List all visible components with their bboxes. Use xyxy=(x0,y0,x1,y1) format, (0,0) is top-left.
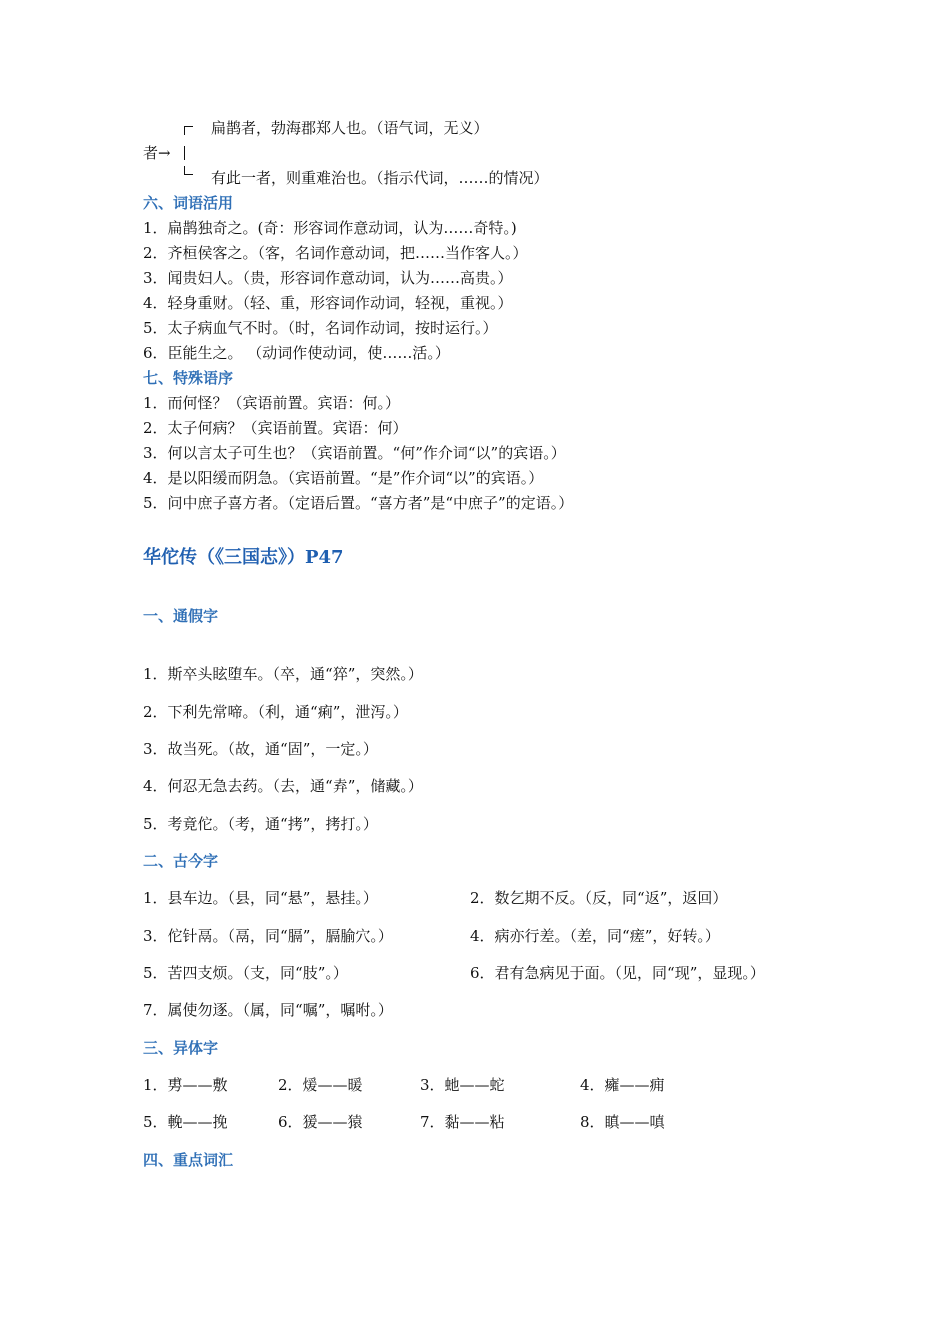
section-heading-1: 一、通假字 xyxy=(143,607,219,625)
list-item: 4．病亦行差。（差，同“瘥”，好转。） xyxy=(470,927,720,945)
list-item: 3．故当死。（故，通“固”，一定。） xyxy=(143,740,378,758)
zhe-usage-1: 扁鹊者，勃海郡郑人也。（语气词，无义） xyxy=(211,119,489,137)
bracket-top xyxy=(184,126,193,135)
list-item: 5．太子病血气不时。（时，名词作动词，按时运行。） xyxy=(143,319,498,337)
list-item: 6．君有急病见于面。（见，同“现”，显现。） xyxy=(470,964,765,982)
section-heading-7: 七、特殊语序 xyxy=(143,369,234,387)
list-item: 2．下利先常啼。（利，通“痢”，泄泻。） xyxy=(143,703,408,721)
list-item: 1．扁鹊独奇之。(奇：形容词作意动词，认为……奇特。) xyxy=(143,219,517,237)
list-item: 2．数乞期不反。（反，同“返”，返回） xyxy=(470,889,728,907)
bracket-middle xyxy=(184,146,185,160)
list-item: 4．癕——痈 xyxy=(580,1076,665,1094)
list-item: 4．轻身重财。（轻、重，形容词作动词，轻视，重视。） xyxy=(143,294,513,312)
section-heading-6: 六、词语活用 xyxy=(143,194,234,212)
list-item: 3．闻贵妇人。（贵，形容词作意动词，认为……高贵。） xyxy=(143,269,513,287)
list-item: 6．猨——猿 xyxy=(278,1113,363,1131)
list-item: 1．斯卒头眩堕车。（卒，通“猝”，突然。） xyxy=(143,665,423,683)
list-item: 5．苦四支烦。（支，同“肢”。） xyxy=(143,964,348,982)
list-item: 2．齐桓侯客之。（客，名词作意动词，把……当作客人。） xyxy=(143,244,528,262)
section-heading-3: 三、异体字 xyxy=(143,1039,219,1057)
zhe-usage-2: 有此一者，则重难治也。（指示代词，……的情况） xyxy=(211,169,549,187)
list-item: 5．问中庶子喜方者。（定语后置。“喜方者”是“中庶子”的定语。） xyxy=(143,494,574,512)
list-item: 8．瞋——嗔 xyxy=(580,1113,665,1131)
list-item: 5．輓——挽 xyxy=(143,1113,228,1131)
list-item: 6．臣能生之。 （动词作使动词，使……活。） xyxy=(143,344,450,362)
list-item: 7．黏——粘 xyxy=(420,1113,505,1131)
chapter-title: 华佗传（《三国志》）P47 xyxy=(143,547,344,568)
list-item: 3．虵——蛇 xyxy=(420,1076,505,1094)
list-item: 1．而何怪？（宾语前置。宾语：何。） xyxy=(143,394,401,412)
list-item: 3．何以言太子可生也？（宾语前置。“何”作介词“以”的宾语。） xyxy=(143,444,566,462)
list-item: 5．考竟佗。（考，通“拷”，拷打。） xyxy=(143,815,378,833)
list-item: 7．属使勿逐。（属，同“嘱”，嘱咐。） xyxy=(143,1001,393,1019)
list-item: 2．太子何病？（宾语前置。宾语：何） xyxy=(143,419,408,437)
zhe-label: 者→ xyxy=(143,144,171,162)
section-heading-2: 二、古今字 xyxy=(143,852,219,870)
list-item: 1．县车边。（县，同“悬”，悬挂。） xyxy=(143,889,378,907)
section-heading-4: 四、重点词汇 xyxy=(143,1151,234,1169)
bracket-bottom xyxy=(184,166,193,175)
list-item: 2．煖——暖 xyxy=(278,1076,363,1094)
list-item: 3．佗针鬲。（鬲，同“膈”，膈腧穴。） xyxy=(143,927,393,945)
list-item: 4．是以阳缓而阴急。（宾语前置。“是”作介词“以”的宾语。） xyxy=(143,469,544,487)
list-item: 1．旉——敷 xyxy=(143,1076,228,1094)
list-item: 4．何忍无急去药。（去，通“弆”，储藏。） xyxy=(143,777,423,795)
